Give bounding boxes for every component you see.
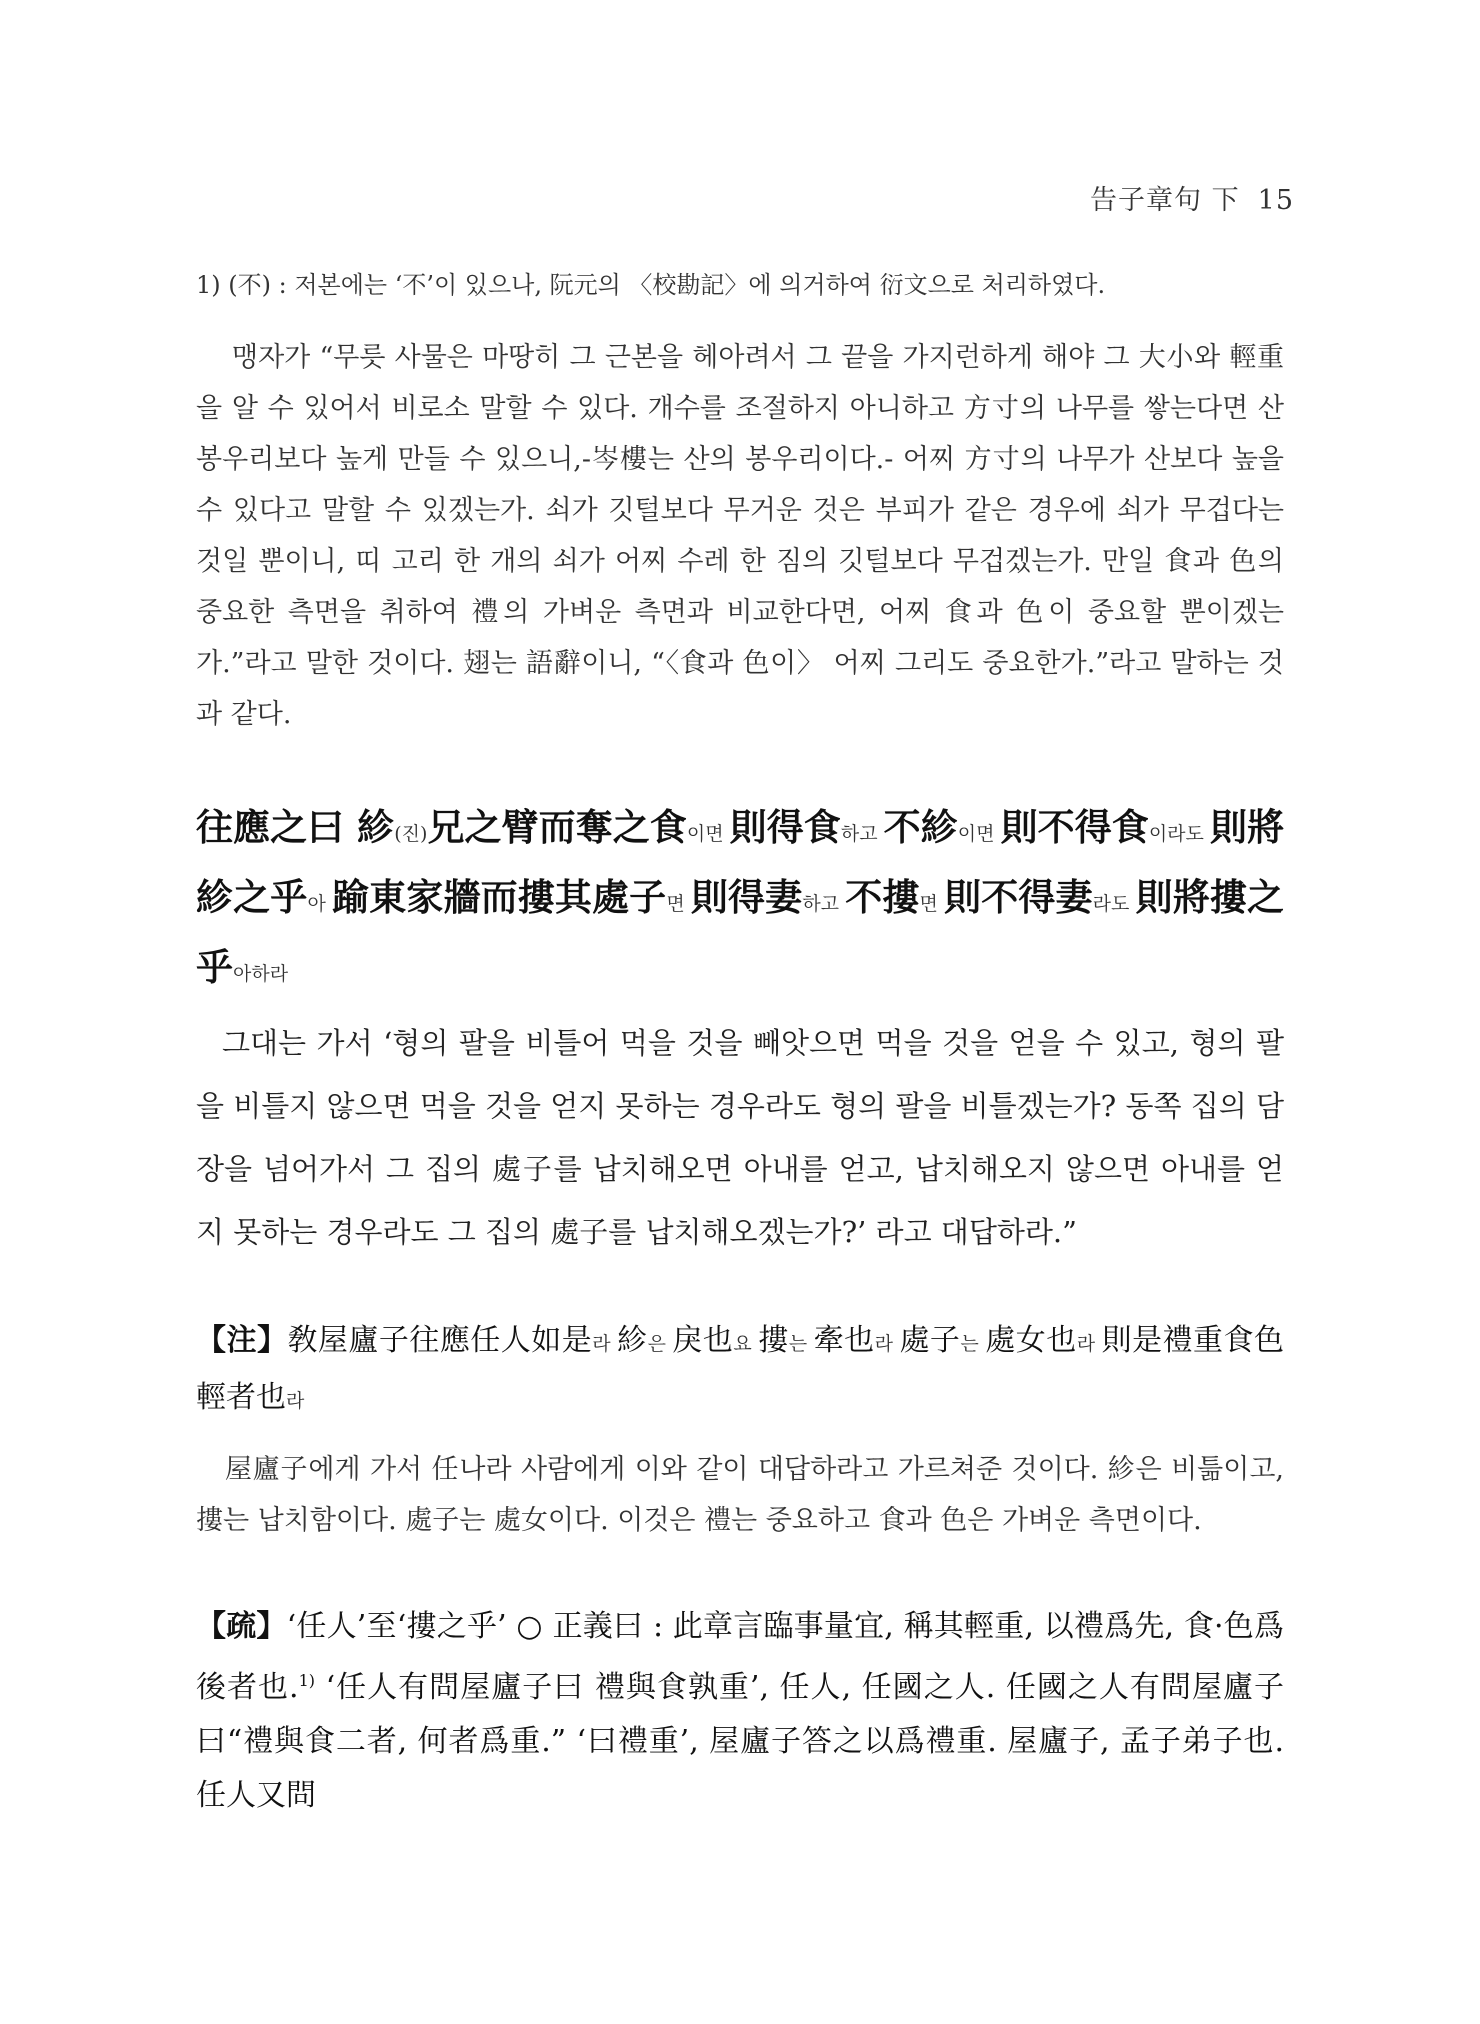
zhu-phrase: 處女也 xyxy=(985,1323,1077,1358)
footnote: 1) (不) : 저본에는 ‘不’이 있으나, 阮元의 〈校勘記〉에 의거하여 衍文으로 처리하였다. xyxy=(196,271,1106,299)
particle: 는 xyxy=(960,1333,986,1355)
zhu-phrase: 則是禮重食色輕者也 xyxy=(196,1323,1284,1415)
particle: 라 xyxy=(592,1333,618,1355)
running-header xyxy=(1090,178,1294,217)
zhu-phrase: 敎屋廬子往應任人如是 xyxy=(287,1323,593,1358)
shu-text-2: ‘任人有問屋廬子曰 禮與食孰重’, 任人, 任國之人. 任國之人有問屋廬子曰“禮與食二者, 何者爲重.” ‘曰禮重’, 屋廬子答之以爲禮重. 屋廬子, 孟子弟子也. 任人又問 xyxy=(196,1670,1284,1813)
classic-phrase: 往應之曰 紾 xyxy=(196,805,395,849)
particle: 면 xyxy=(919,893,945,915)
particle: 이라도 xyxy=(1148,823,1210,845)
particle: 이면 xyxy=(686,823,730,845)
zhu-phrase: 牽也 xyxy=(813,1323,875,1358)
classic-phrase: 則不得妻 xyxy=(944,875,1093,919)
commentary-shu xyxy=(196,1600,1284,1823)
shu-text-1: ‘任人’至‘摟之乎’ ○ 正義曰 : 此章言臨事量宜, 稱其輕重, 以禮爲先, 食·色爲後者也. xyxy=(196,1609,1285,1705)
particle: 라도 xyxy=(1092,893,1136,915)
particle: 는 xyxy=(788,1333,814,1355)
particle: 하고 xyxy=(802,893,846,915)
classic-phrase: 不摟 xyxy=(845,875,920,919)
classic-phrase: 不紾 xyxy=(883,805,958,849)
translation-paragraph-2 xyxy=(196,1012,1284,1264)
zhu-phrase: 紾 xyxy=(617,1323,648,1358)
particle: 하고 xyxy=(840,823,884,845)
particle: 요 xyxy=(733,1333,759,1355)
classic-phrase: 兄之臂而奪之食 xyxy=(427,805,687,849)
translation-3-text: 屋廬子에게 가서 任나라 사람에게 이와 같이 대답하라고 가르쳐준 것이다. 紾은 비틂이고, 摟는 납치함이다. 處子는 處女이다. 이것은 禮는 중요하고 食과 色은 가벼운 측면이다. xyxy=(196,1454,1284,1536)
particle: 면 xyxy=(666,893,691,915)
translation-1-text: 맹자가 “무릇 사물은 마땅히 그 근본을 헤아려서 그 끝을 가지런하게 해야 그 大小와 輕重을 알 수 있어서 비로소 말할 수 있다. 개수를 조절하지 아니하고 方寸의 나무를 쌓는다면 산봉우리보다 높게 만들 수 있으니,-岑樓는 산의 봉우리이다.- 어찌 方寸의 나무가 산보다 높을 수 있다고 말할 수 있겠는가. 쇠가 깃털보다 무거운 것은 부피가 같은 경우에 쇠가 무겁다는 것일 뿐이니, 띠 고리 한 개의 쇠가 어찌 수레 한 짐의 깃털보다 무겁겠는가. 만일 食과 色의 중요한 측면을 취하여 禮의 가벼운 측면과 비교한다면, 어찌 食과 色이 중요할 뿐이겠는가.”라고 말한 것이다. 翅는 語辭이니, “〈食과 色이〉 어찌 그리도 중요한가.”라고 말하는 것과 같다. xyxy=(196,342,1284,730)
zhu-phrase: 摟 xyxy=(758,1323,789,1358)
particle: 아 xyxy=(307,893,332,915)
reading-gloss: (진) xyxy=(394,823,428,845)
particle: 라 xyxy=(874,1333,900,1355)
header-title: 告子章句 下 xyxy=(1090,185,1240,216)
particle: 아하라 xyxy=(233,963,289,985)
classic-phrase: 則將摟之乎 xyxy=(196,875,1285,989)
footnote-marker: 1) xyxy=(298,1671,316,1690)
shu-label: 【疏】 xyxy=(196,1609,287,1644)
classic-phrase: 則將紾之乎 xyxy=(196,805,1285,919)
classic-phrase: 則得妻 xyxy=(690,875,803,919)
zhu-phrase: 處子 xyxy=(899,1323,961,1358)
main-content xyxy=(196,262,1284,1823)
particle: 라 xyxy=(286,1390,305,1412)
translation-paragraph-3 xyxy=(196,1444,1284,1546)
classic-phrase: 踰東家牆而摟其處子 xyxy=(332,875,667,919)
particle: 이면 xyxy=(957,823,1001,845)
translation-paragraph-1 xyxy=(196,332,1284,740)
classic-phrase: 則不得食 xyxy=(1000,805,1149,849)
translation-2-text: 그대는 가서 ‘형의 팔을 비틀어 먹을 것을 빼앗으면 먹을 것을 얻을 수 있고, 형의 팔을 비틀지 않으면 먹을 것을 얻지 못하는 경우라도 형의 팔을 비틀겠는가? 동쪽 집의 담장을 넘어가서 그 집의 處子를 납치해오면 아내를 얻고, 납치해오지 않으면 아내를 얻지 못하는 경우라도 그 집의 處子를 납치해오겠는가?’ 라고 대답하라.” xyxy=(196,1026,1284,1249)
particle: 라 xyxy=(1076,1333,1102,1355)
zhu-label: 【注】 xyxy=(196,1323,288,1358)
classic-phrase: 則得食 xyxy=(729,805,841,849)
particle: 은 xyxy=(647,1333,673,1355)
zhu-phrase: 戾也 xyxy=(672,1323,734,1358)
commentary-zhu xyxy=(196,1314,1284,1428)
page-number: 15 xyxy=(1257,185,1294,216)
classic-text xyxy=(196,796,1284,1006)
